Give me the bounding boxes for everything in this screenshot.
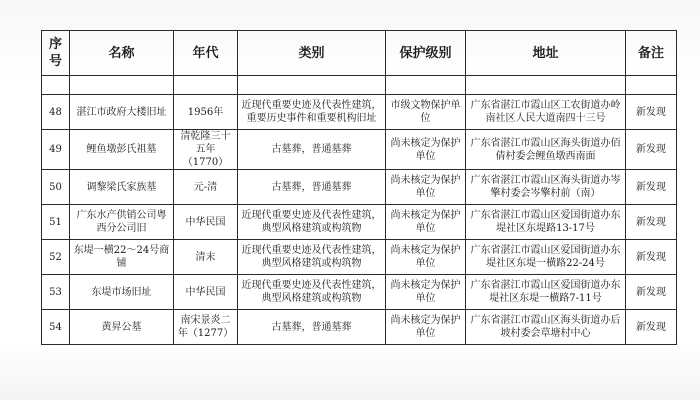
row-category: 古墓葬，普通墓葬 [238, 130, 386, 170]
row-address: 广东省湛江市霞山区海头街道办岑擎村委会岑擎村前（南） [466, 170, 626, 205]
row-category: 近现代重要史迹及代表性建筑，重要历史事件和重要机构旧址 [238, 95, 386, 130]
header-protection: 保护级别 [386, 31, 466, 76]
header-era: 年代 [174, 31, 238, 76]
row-name: 鲤鱼墩彭氏祖墓 [70, 130, 174, 170]
row-remark: 新发现 [626, 310, 677, 345]
row-index: 49 [42, 130, 70, 170]
table-row [42, 205, 677, 240]
row-protection: 尚未核定为保护单位 [386, 170, 466, 205]
table-row [42, 130, 677, 170]
header-category: 类别 [238, 31, 386, 76]
heritage-table [41, 30, 677, 345]
row-era: 元-清 [174, 170, 238, 205]
row-protection: 尚未核定为保护单位 [386, 310, 466, 345]
header-address: 地址 [466, 31, 626, 76]
row-address: 广东省湛江市霞山区爱国街道办东堤社区东堤一横路22-24号 [466, 240, 626, 275]
row-protection: 尚未核定为保护单位 [386, 240, 466, 275]
row-name: 广东水产供销公司粤西分公司旧 [70, 205, 174, 240]
row-category: 近现代重要史迹及代表性建筑，典型风格建筑或构筑物 [238, 205, 386, 240]
row-index: 53 [42, 275, 70, 310]
row-remark: 新发现 [626, 130, 677, 170]
row-index: 51 [42, 205, 70, 240]
row-address: 广东省湛江市霞山区海头街道办佰倩村委会鲤鱼墩西南面 [466, 130, 626, 170]
table-row [42, 170, 677, 205]
row-category: 古墓葬，普通墓葬 [238, 310, 386, 345]
table-row [42, 310, 677, 345]
row-protection: 尚未核定为保护单位 [386, 205, 466, 240]
row-name: 东堤市场旧址 [70, 275, 174, 310]
row-era: 南宋景炎二年（1277） [174, 310, 238, 345]
row-remark: 新发现 [626, 205, 677, 240]
row-remark: 新发现 [626, 275, 677, 310]
row-protection: 尚未核定为保护单位 [386, 130, 466, 170]
row-category: 近现代重要史迹及代表性建筑，典型风格建筑或构筑物 [238, 240, 386, 275]
row-index: 50 [42, 170, 70, 205]
table-row [42, 275, 677, 310]
row-index: 52 [42, 240, 70, 275]
row-index: 54 [42, 310, 70, 345]
spacer-row [42, 76, 677, 95]
header-remark: 备注 [626, 31, 677, 76]
row-era: 清乾隆三十五年（1770） [174, 130, 238, 170]
row-name: 东堤一横22～24号商铺 [70, 240, 174, 275]
row-name: 调黎梁氏家族墓 [70, 170, 174, 205]
table-row [42, 95, 677, 130]
header-row [42, 31, 677, 76]
row-era: 中华民国 [174, 205, 238, 240]
row-name: 湛江市政府大楼旧址 [70, 95, 174, 130]
row-category: 近现代重要史迹及代表性建筑，典型风格建筑或构筑物 [238, 275, 386, 310]
row-era: 中华民国 [174, 275, 238, 310]
row-remark: 新发现 [626, 95, 677, 130]
header-name: 名称 [70, 31, 174, 76]
table-row [42, 240, 677, 275]
row-category: 古墓葬，普通墓葬 [238, 170, 386, 205]
row-era: 1956年 [174, 95, 238, 130]
row-remark: 新发现 [626, 240, 677, 275]
row-address: 广东省湛江市霞山区爱国街道办东堤社区东堤一横路7-11号 [466, 275, 626, 310]
row-address: 广东省湛江市霞山区海头街道办后坡村委会草塘村中心 [466, 310, 626, 345]
row-protection: 尚未核定为保护单位 [386, 275, 466, 310]
row-era: 清末 [174, 240, 238, 275]
row-remark: 新发现 [626, 170, 677, 205]
row-protection: 市级文物保护单位 [386, 95, 466, 130]
row-index: 48 [42, 95, 70, 130]
row-name: 黄昇公墓 [70, 310, 174, 345]
row-address: 广东省湛江市霞山区工农街道办岭南社区人民大道南四十三号 [466, 95, 626, 130]
header-index: 序号 [42, 31, 70, 76]
row-address: 广东省湛江市霞山区爱国街道办东堤社区东堤路13-17号 [466, 205, 626, 240]
